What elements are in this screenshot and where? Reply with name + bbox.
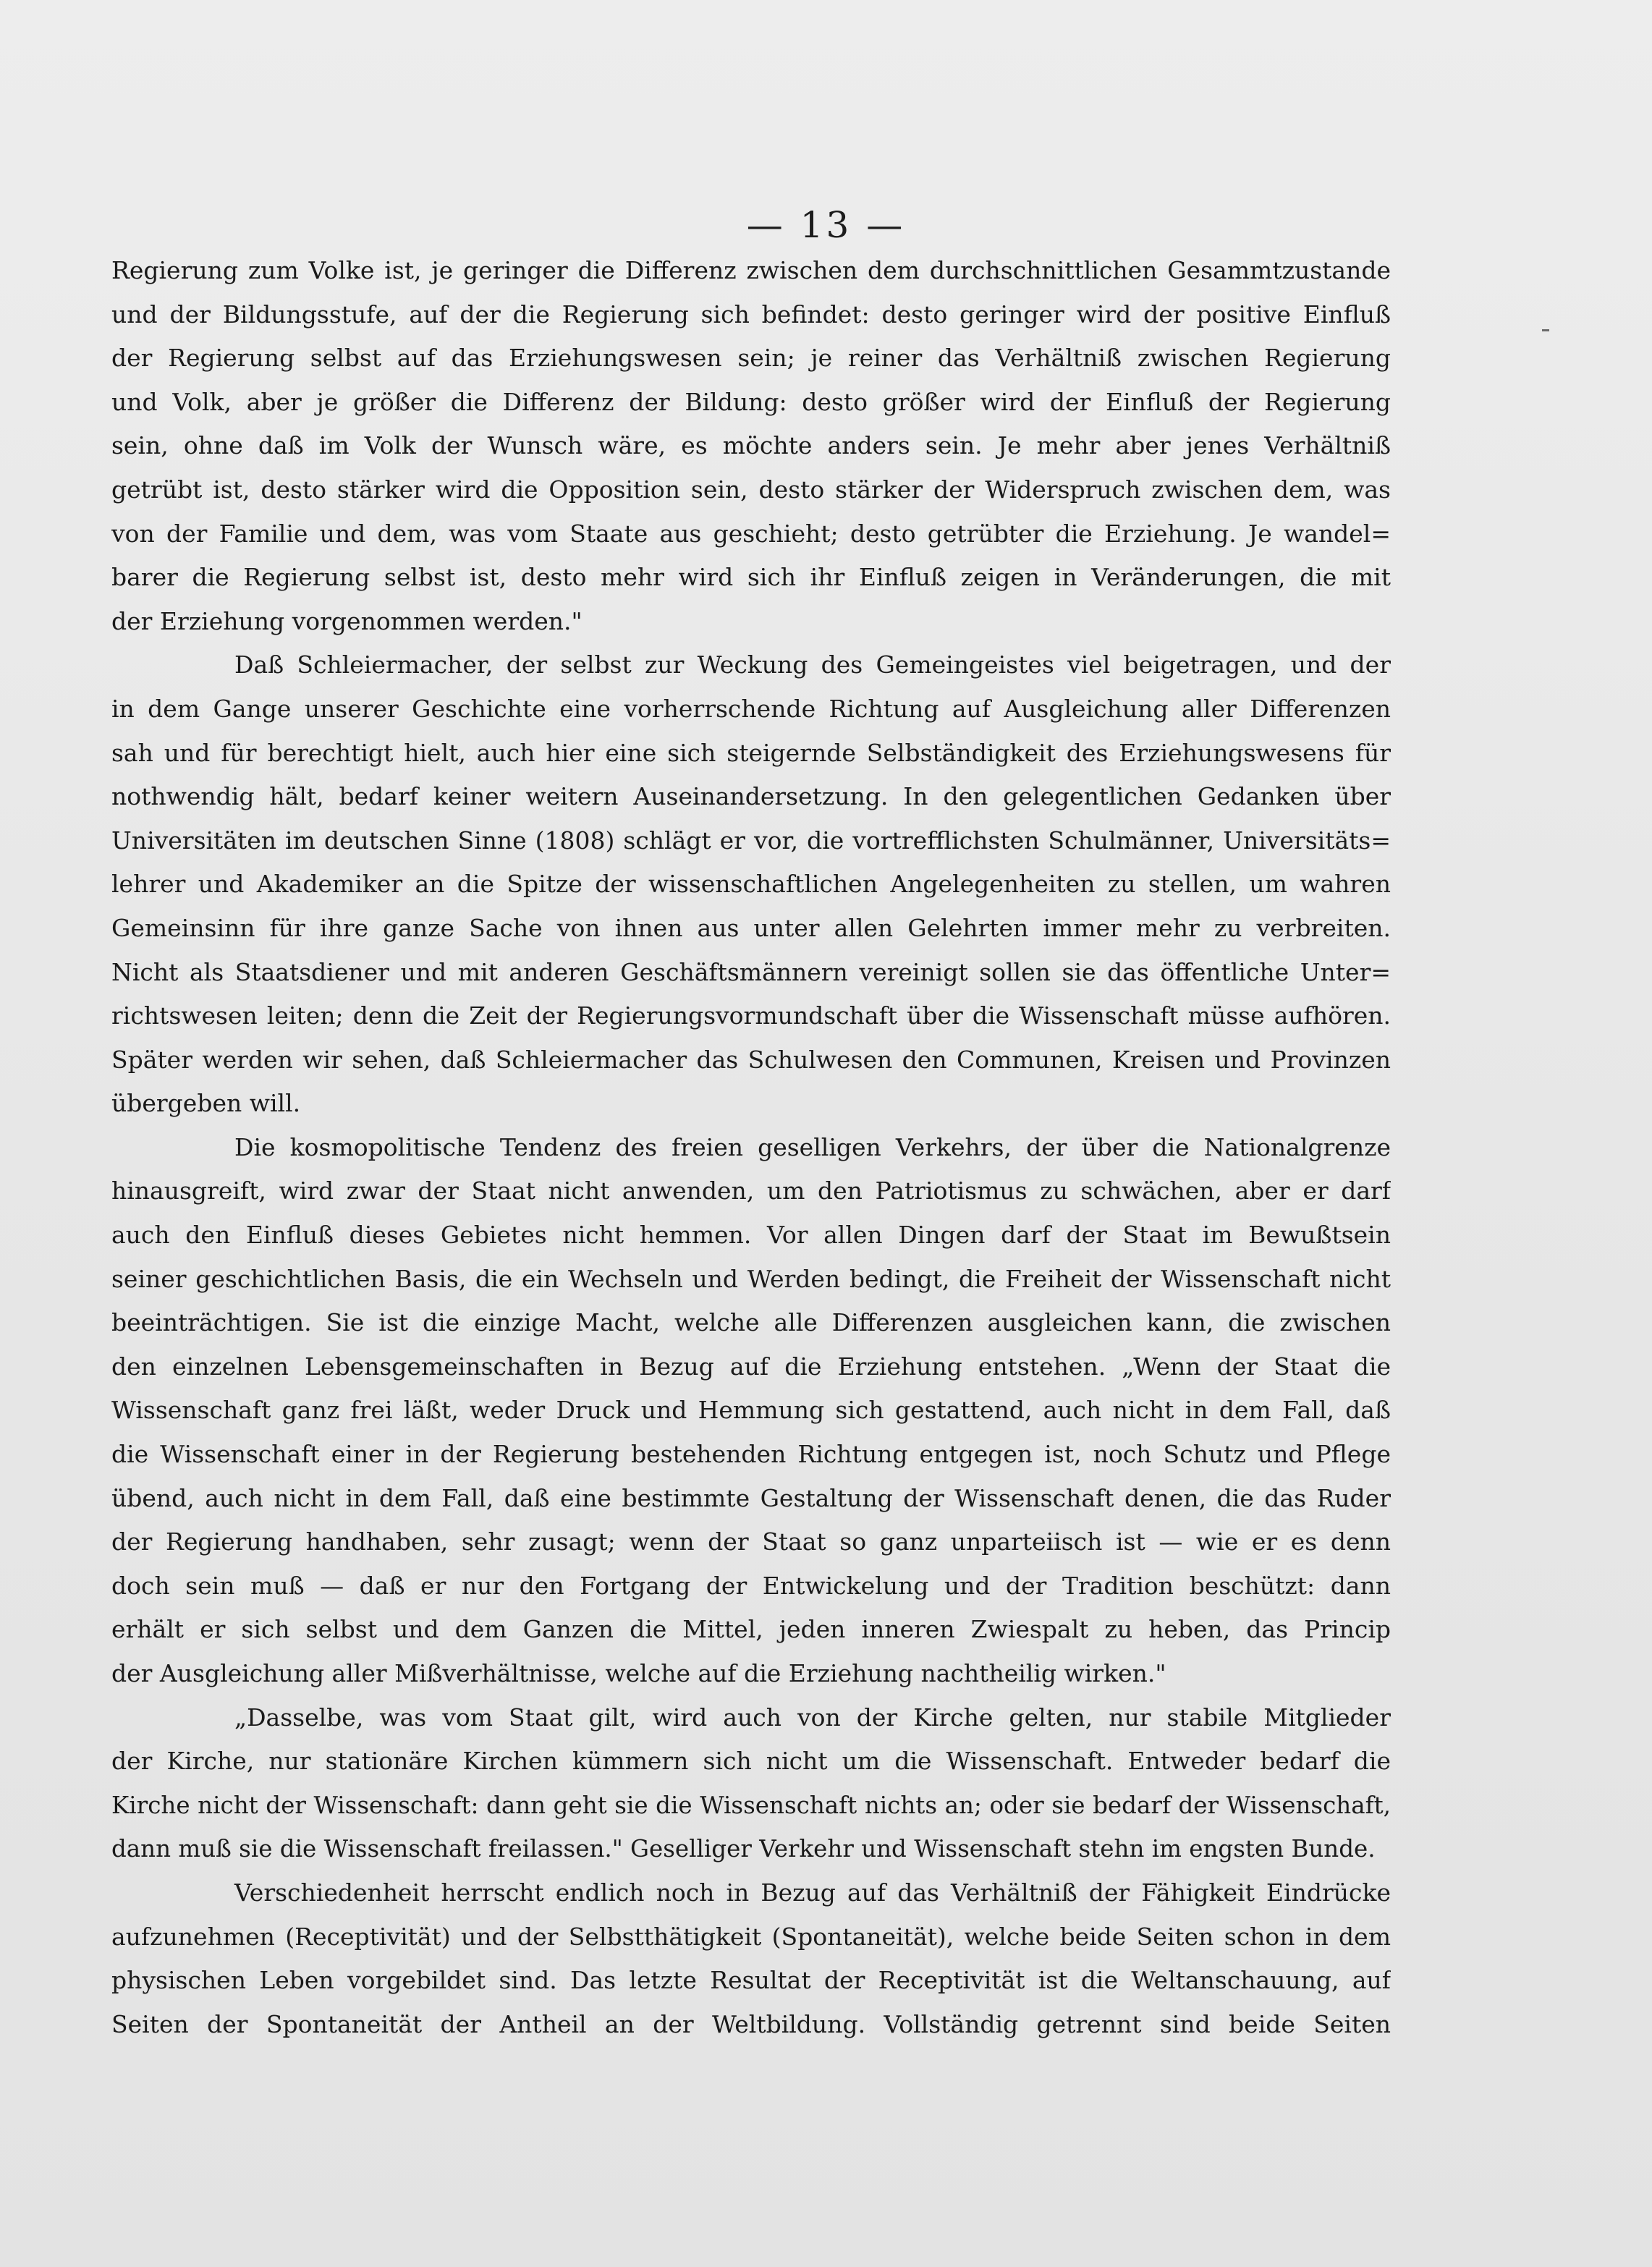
text-line: übergeben will. [111, 1089, 301, 1118]
text-line: Kirche nicht der Wissenschaft: dann geht sie die Wissenschaft nichts an; oder sie bedarf der Wissenschaft, [111, 1791, 1391, 1819]
text-line: lehrer und Akademiker an die Spitze der wissenschaftlichen Angelegenheiten zu stellen, um wahren [111, 870, 1391, 899]
text-line: Wissenschaft ganz frei läßt, weder Druck und Hemmung sich gestattend, auch nicht in dem Fall, daß [111, 1396, 1391, 1425]
text-line: dann muß sie die Wissenschaft freilassen." Geselliger Verkehr und Wissenschaft stehn im engsten Bunde. [111, 1835, 1376, 1863]
text-line: Daß Schleiermacher, der selbst zur Weckung des Gemeingeistes viel beigetragen, und der [234, 651, 1391, 679]
text-line: Gemeinsinn für ihre ganze Sache von ihnen aus unter allen Gelehrten immer mehr zu verbreiten. [111, 913, 1391, 942]
text-line: übend, auch nicht in dem Fall, daß eine bestimmte Gestaltung der Wissenschaft denen, die das Ruder [111, 1483, 1391, 1512]
text-line: Universitäten im deutschen Sinne (1808) schlägt er vor, die vortrefflichsten Schulmänner, Universitäts= [111, 826, 1391, 855]
text-line: den einzelnen Lebensgemeinschaften in Bezug auf die Erziehung entstehen. „Wenn der Staat die [111, 1352, 1391, 1381]
text-line: seiner geschichtlichen Basis, die ein Wechseln und Werden bedingt, die Freiheit der Wissenschaft nicht [111, 1264, 1391, 1293]
text-line: erhält er sich selbst und dem Ganzen die Mittel, jeden inneren Zwiespalt zu heben, das Princip [111, 1615, 1391, 1644]
text-line: und der Bildungsstufe, auf der die Regierung sich befindet: desto geringer wird der positive Einfluß [111, 300, 1391, 329]
text-line: getrübt ist, desto stärker wird die Opposition sein, desto stärker der Widerspruch zwischen dem, was [111, 475, 1391, 504]
text-line: aufzunehmen (Receptivität) und der Selbstthätigkeit (Spontaneität), welche beide Seiten schon in dem [111, 1922, 1391, 1951]
text-line: von der Familie und dem, was vom Staate aus geschieht; desto getrübter die Erziehung. Je wandel= [111, 519, 1391, 548]
scan-mark [1542, 329, 1549, 331]
text-line: barer die Regierung selbst ist, desto mehr wird sich ihr Einfluß zeigen in Veränderungen, die mit [111, 563, 1391, 592]
text-line: Regierung zum Volke ist, je geringer die Differenz zwischen dem durchschnittlichen Gesammtzustande [111, 256, 1391, 284]
page-number: — 13 — [746, 204, 906, 246]
body-text [111, 249, 1391, 2046]
text-line: in dem Gange unserer Geschichte eine vorherrschende Richtung auf Ausgleichung aller Differenzen [111, 694, 1391, 723]
text-line: beeinträchtigen. Sie ist die einzige Macht, welche alle Differenzen ausgleichen kann, die zwischen [111, 1308, 1391, 1337]
text-line: nothwendig hält, bedarf keiner weitern Auseinandersetzung. In den gelegentlichen Gedanken über [111, 782, 1391, 811]
text-line: Später werden wir sehen, daß Schleiermacher das Schulwesen den Communen, Kreisen und Provinzen [111, 1045, 1391, 1074]
text-line: der Regierung selbst auf das Erziehungswesen sein; je reiner das Verhältniß zwischen Regierung [111, 344, 1391, 373]
text-line: Nicht als Staatsdiener und mit anderen Geschäftsmännern vereinigt sollen sie das öffentliche Unter= [111, 957, 1391, 986]
text-line: doch sein muß — daß er nur den Fortgang der Entwickelung und der Tradition beschützt: dann [111, 1571, 1391, 1600]
text-line: der Ausgleichung aller Mißverhältnisse, welche auf die Erziehung nachtheilig wirken." [111, 1659, 1166, 1687]
text-line: der Erziehung vorgenommen werden." [111, 606, 583, 635]
text-line: „Dasselbe, was vom Staat gilt, wird auch von der Kirche gelten, nur stabile Mitglieder [234, 1703, 1391, 1732]
text-line: die Wissenschaft einer in der Regierung bestehenden Richtung entgegen ist, noch Schutz und Pflege [111, 1440, 1391, 1469]
text-line: richtswesen leiten; denn die Zeit der Regierungsvormundschaft über die Wissenschaft müsse aufhören. [111, 1001, 1391, 1030]
text-line: sein, ohne daß im Volk der Wunsch wäre, es möchte anders sein. Je mehr aber jenes Verhältniß [111, 431, 1391, 460]
text-line: Seiten der Spontaneität der Antheil an der Weltbildung. Vollständig getrennt sind beide Seiten [111, 2009, 1391, 2038]
text-line: auch den Einfluß dieses Gebietes nicht hemmen. Vor allen Dingen darf der Staat im Bewußtsein [111, 1221, 1391, 1250]
text-line: sah und für berechtigt hielt, auch hier eine sich steigernde Selbständigkeit des Erziehungswesens für [111, 738, 1391, 767]
text-line: physischen Leben vorgebildet sind. Das letzte Resultat der Receptivität ist die Weltanschauung, auf [111, 1966, 1391, 1995]
text-line: Verschiedenheit herrscht endlich noch in Bezug auf das Verhältniß der Fähigkeit Eindrücke [234, 1878, 1391, 1907]
text-line: der Kirche, nur stationäre Kirchen kümmern sich nicht um die Wissenschaft. Entweder bedarf die [111, 1747, 1391, 1776]
text-line: und Volk, aber je größer die Differenz der Bildung: desto größer wird der Einfluß der Regierung [111, 387, 1391, 416]
text-line: der Regierung handhaben, sehr zusagt; wenn der Staat so ganz unparteiisch ist — wie er es denn [111, 1527, 1391, 1556]
text-line: Die kosmopolitische Tendenz des freien geselligen Verkehrs, der über die Nationalgrenze [234, 1132, 1391, 1161]
text-line: hinausgreift, wird zwar der Staat nicht anwenden, um den Patriotismus zu schwächen, aber er darf [111, 1177, 1391, 1205]
